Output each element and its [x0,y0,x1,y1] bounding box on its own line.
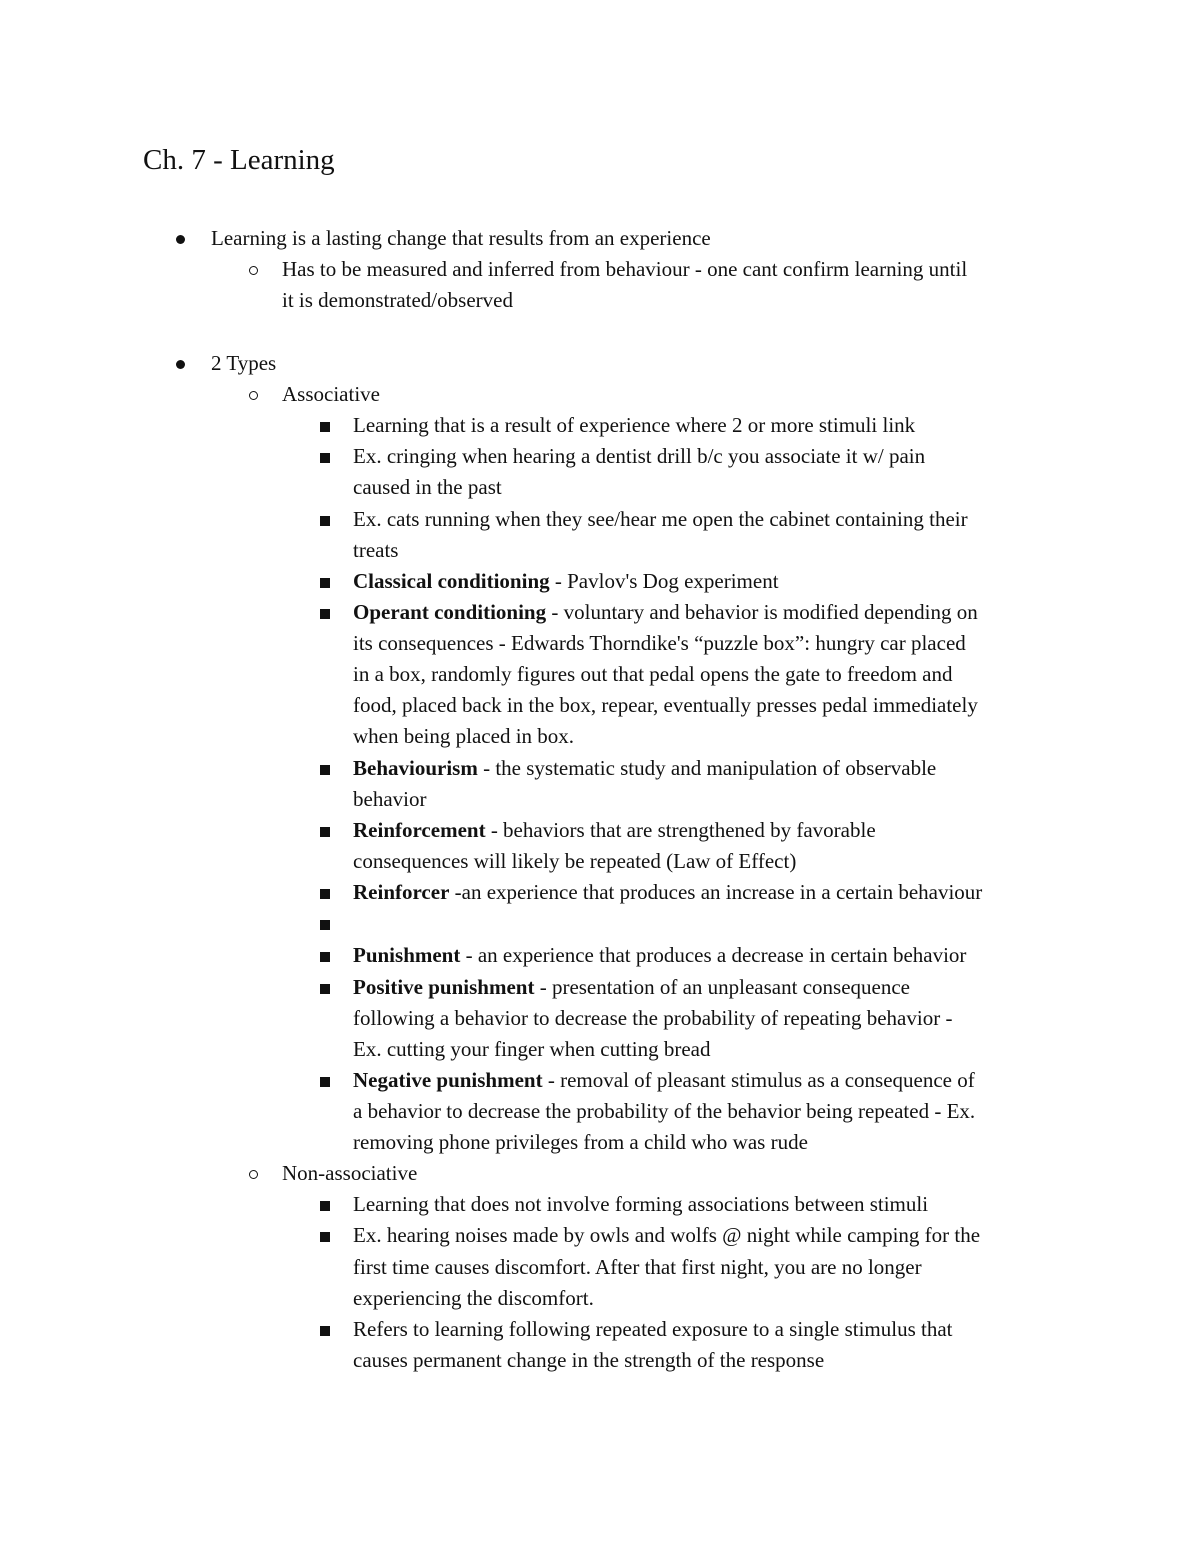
list-item-continuation: following a behavior to decrease the probability of repeating behavior - [353,1006,953,1030]
list-item: Learning is a lasting change that results from an experience [211,223,711,254]
square-bullet-icon [320,1201,330,1211]
term-classical-conditioning: Classical conditioning [353,569,550,593]
list-item: Ex. cats running when they see/hear me open the cabinet containing their [353,504,968,535]
list-item: Ex. hearing noises made by owls and wolfs @ night while camping for the [353,1220,980,1251]
list-item-continuation: in a box, randomly figures out that pedal opens the gate to freedom and [353,662,953,686]
hollow-circle-bullet-icon [249,391,258,400]
term-operant-conditioning: Operant conditioning [353,600,547,624]
list-item-continuation: consequences will likely be repeated (Law of Effect) [353,849,797,873]
square-bullet-icon [320,765,330,775]
list-item-continuation: food, placed back in the box, repear, eventually presses pedal immediately [353,693,978,717]
list-item: Classical conditioning - Pavlov's Dog experiment [353,566,779,597]
list-item: Learning that is a result of experience where 2 or more stimuli link [353,410,915,441]
term-positive-punishment: Positive punishment [353,975,535,999]
filled-circle-bullet-icon [176,360,185,369]
term-reinforcer: Reinforcer [353,880,450,904]
square-bullet-icon [320,1326,330,1336]
term-negative-punishment: Negative punishment [353,1068,543,1092]
square-bullet-icon [320,984,330,994]
list-item: Operant conditioning - voluntary and behavior is modified depending on [353,597,978,628]
list-item-continuation: experiencing the discomfort. [353,1286,594,1310]
square-bullet-icon [320,952,330,962]
list-item: Has to be measured and inferred from behaviour - one cant confirm learning until [282,254,967,285]
list-item: Ex. cringing when hearing a dentist drill b/c you associate it w/ pain [353,441,925,472]
term-punishment: Punishment [353,943,461,967]
list-item-continuation: it is demonstrated/observed [282,288,513,312]
square-bullet-icon [320,827,330,837]
list-item: Behaviourism - the systematic study and manipulation of observable [353,753,936,784]
list-item: Punishment - an experience that produces a decrease in certain behavior [353,940,966,971]
list-item: Negative punishment - removal of pleasant stimulus as a consequence of [353,1065,975,1096]
list-item: Learning that does not involve forming associations between stimuli [353,1189,928,1220]
square-bullet-icon [320,1232,330,1242]
list-item-continuation: Ex. cutting your finger when cutting bread [353,1037,711,1061]
square-bullet-icon [320,453,330,463]
list-item-continuation: treats [353,538,399,562]
list-item: 2 Types [211,348,276,379]
square-bullet-icon [320,422,330,432]
hollow-circle-bullet-icon [249,1170,258,1179]
list-item: Non-associative [282,1158,417,1189]
list-item-continuation: a behavior to decrease the probability of the behavior being repeated - Ex. [353,1099,976,1123]
list-item-continuation: when being placed in box. [353,724,575,748]
term-behaviourism: Behaviourism [353,756,478,780]
list-item: Refers to learning following repeated exposure to a single stimulus that [353,1314,953,1345]
page-title: Ch. 7 - Learning [143,144,335,176]
square-bullet-icon [320,1077,330,1087]
list-item-continuation: behavior [353,787,427,811]
list-item: Positive punishment - presentation of an unpleasant consequence [353,972,910,1003]
list-item-continuation: caused in the past [353,475,502,499]
list-item-continuation: causes permanent change in the strength of the response [353,1348,825,1372]
square-bullet-icon [320,578,330,588]
hollow-circle-bullet-icon [249,266,258,275]
list-item: Reinforcement - behaviors that are strengthened by favorable [353,815,876,846]
square-bullet-icon [320,889,330,899]
square-bullet-icon [320,920,330,930]
list-item-continuation: removing phone privileges from a child who was rude [353,1130,808,1154]
square-bullet-icon [320,609,330,619]
list-item: Associative [282,379,380,410]
list-item-continuation: first time causes discomfort. After that first night, you are no longer [353,1255,922,1279]
filled-circle-bullet-icon [176,235,185,244]
list-item-continuation: its consequences - Edwards Thorndike's “puzzle box”: hungry car placed [353,631,966,655]
list-item: Reinforcer -an experience that produces an increase in a certain behaviour [353,877,982,908]
term-reinforcement: Reinforcement [353,818,486,842]
square-bullet-icon [320,516,330,526]
